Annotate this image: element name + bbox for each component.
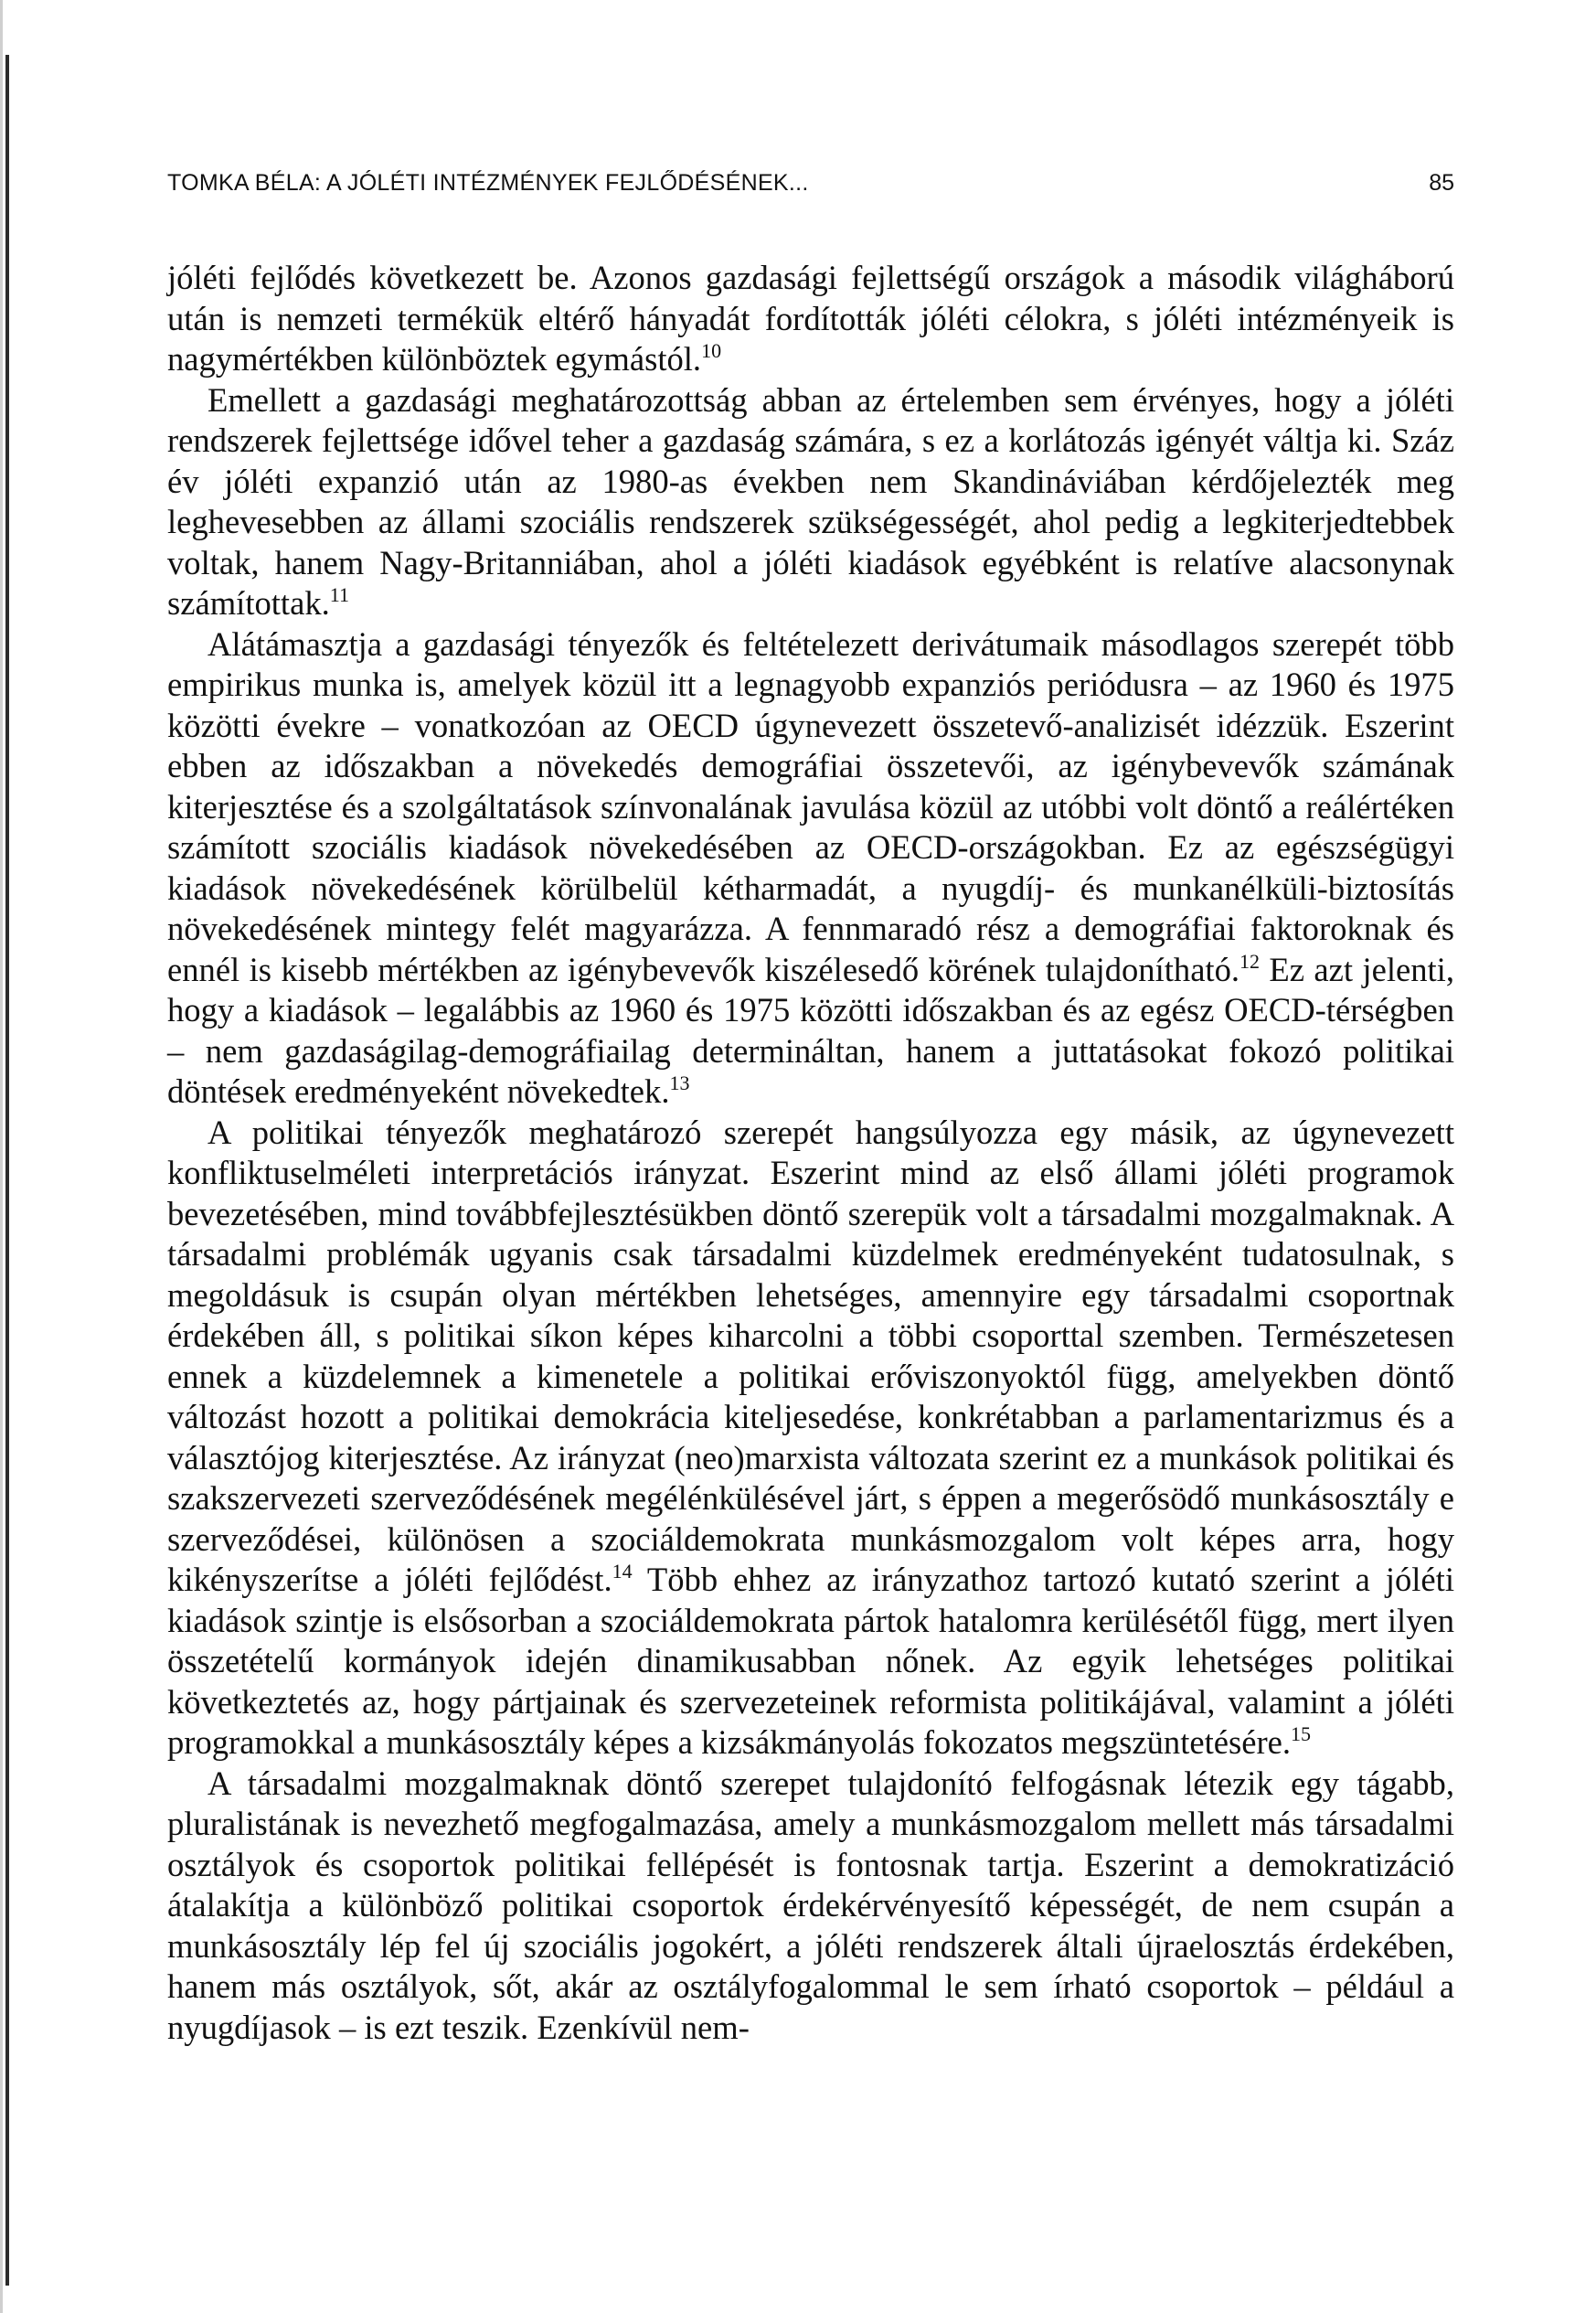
paragraph-5-text: A társadalmi mozgalmaknak döntő szerepet tulajdonító felfogásnak létezik egy tágabb, pluralistának is nevezhető megfogalmazása, amely a munkásmozgalom mellett más társadalmi osztályok és csoportok politikai fellépését is fontosnak tartja. Eszerint a demokratizáció átalakítja a különböző politikai csoportok érdekérvényesítő képességét, de nem csupán a munkásosztály lép fel új szociális jogokért, a jóléti rendszerek általi újraelosztás érdekében, hanem más osztályok, sőt, akár az osztályfogalommal le sem írható csoportok – például a nyugdíjasok – is ezt teszik. Ezenkívül nem- <box>167 1764 1454 2046</box>
paragraph-5 <box>167 1764 1454 2049</box>
paragraph-4 <box>167 1113 1454 1764</box>
paragraph-3-text-a: Alátámasztja a gazdasági tényezők és feltételezett derivátumaik másodlagos szerepét több empirikus munka is, amelyek közül itt a legnagyobb expanziós periódusra – az 1960 és 1975 közötti évekre – vonatkozóan az OECD úgynevezett összetevő-analizisét idézzük. Eszerint ebben az időszakban a növekedés demográfiai összetevői, az igénybevevők számának kiterjesztése és a szolgáltatások színvonalának javulása közül az utóbbi volt döntő a reálértéken számított szociális kiadások növekedésében az OECD-országokban. Ez az egészségügyi kiadások növekedésének körülbelül kétharmadát, a nyugdíj- és munkanélküli-biztosítás növekedésének mintegy felét magyarázza. A fennmaradó rész a demográfiai faktoroknak és ennél is kisebb mértékben az igénybevevők kiszélesedő körének tulajdonítható. <box>167 624 1454 988</box>
footnote-ref-10: 10 <box>701 339 722 362</box>
paragraph-2-text: Emellett a gazdasági meghatározottság abban az értelemben sem érvényes, hogy a jóléti rendszerek fejlettsége idővel teher a gazdaság számára, s ez a korlátozás igényét váltja ki. Száz év jóléti expanzió után az 1980-as években nem Skandináviában kérdőjelezték meg leghevesebben az állami szociális rendszerek szükségességét, ahol pedig a legkiterjedtebbek voltak, hanem Nagy-Britanniában, ahol a jóléti kiadások egyébként is relatíve alacsonynak számítottak. <box>167 380 1454 622</box>
paragraph-1-text: jóléti fejlődés következett be. Azonos gazdasági fejlettségű országok a második világháború után is nemzeti termékük eltérő hányadát fordították jóléti célokra, s jóléti intézményeik is nagymértékben különböztek egymástól. <box>167 259 1454 378</box>
paragraph-3 <box>167 624 1454 1113</box>
running-head: TOMKA BÉLA: A JÓLÉTI INTÉZMÉNYEK FEJLŐDÉSÉNEK... <box>167 170 809 196</box>
footnote-ref-12: 12 <box>1240 949 1261 973</box>
paragraph-4-text-a: A politikai tényezők meghatározó szerepét hangsúlyozza egy másik, az úgynevezett konfliktuselméleti interpretációs irányzat. Eszerint mind az első állami jóléti programok bevezetésében, mind továbbfejlesztésükben döntő szerepük volt a társadalmi mozgalmaknak. A társadalmi problémák ugyanis csak társadalmi küzdelmek eredményeként tudatosulnak, s megoldásuk is csupán olyan mértékben lehetséges, amennyire egy társadalmi csoportnak érdekében áll, s politikai síkon képes kiharcolni a többi csoporttal szemben. Természetesen ennek a küzdelemnek a kimenetele a politikai erőviszonyoktól függ, amelyekben döntő változást hozott a politikai demokrácia kiteljesedése, konkrétabban a parlamentarizmus és a választójog kiterjesztése. Az irányzat (neo)marxista változata szerint ez a munkások politikai és szakszervezeti szerveződésének megélénkülésével járt, s éppen a megerősödő munkásosztály e szerveződései, különösen a szociáldemokrata munkásmozgalom volt képes arra, hogy kikényszerítse a jóléti fejlődést. <box>167 1113 1454 1598</box>
page-number: 85 <box>1429 170 1454 196</box>
paragraph-4-text-b: Több ehhez az irányzathoz tartozó kutató szerint a jóléti kiadások szintje is elsősorban a szociáldemokrata pártok hatalomra kerülésétől függ, mert ilyen összetételű kormányok idején dinamikusabban nőnek. Az egyik lehetséges politikai következtetés az, hogy pártjainak és szervezeteinek reformista politikájával, valamint a jóléti programokkal a munkásosztály képes a kizsákmányolás fokozatos megszüntetésére. <box>167 1561 1454 1761</box>
page-header <box>167 170 1454 207</box>
body-text <box>167 258 1454 2048</box>
paragraph-3-text-b: Ez azt jelenti, hogy a kiadások – legalábbis az 1960 és 1975 közötti időszakban és az egész OECD-térségben – nem gazdaságilag-demográfiailag determináltan, hanem a juttatásokat fokozó politikai döntések eredményeként növekedtek. <box>167 950 1454 1110</box>
page-edge-shadow <box>0 0 3 2313</box>
footnote-ref-13: 13 <box>669 1071 690 1094</box>
footnote-ref-14: 14 <box>612 1560 633 1583</box>
paragraph-2 <box>167 380 1454 624</box>
binding-edge-line <box>5 55 9 2286</box>
footnote-ref-11: 11 <box>329 583 349 606</box>
footnote-ref-15: 15 <box>1291 1722 1312 1745</box>
paragraph-1 <box>167 258 1454 380</box>
